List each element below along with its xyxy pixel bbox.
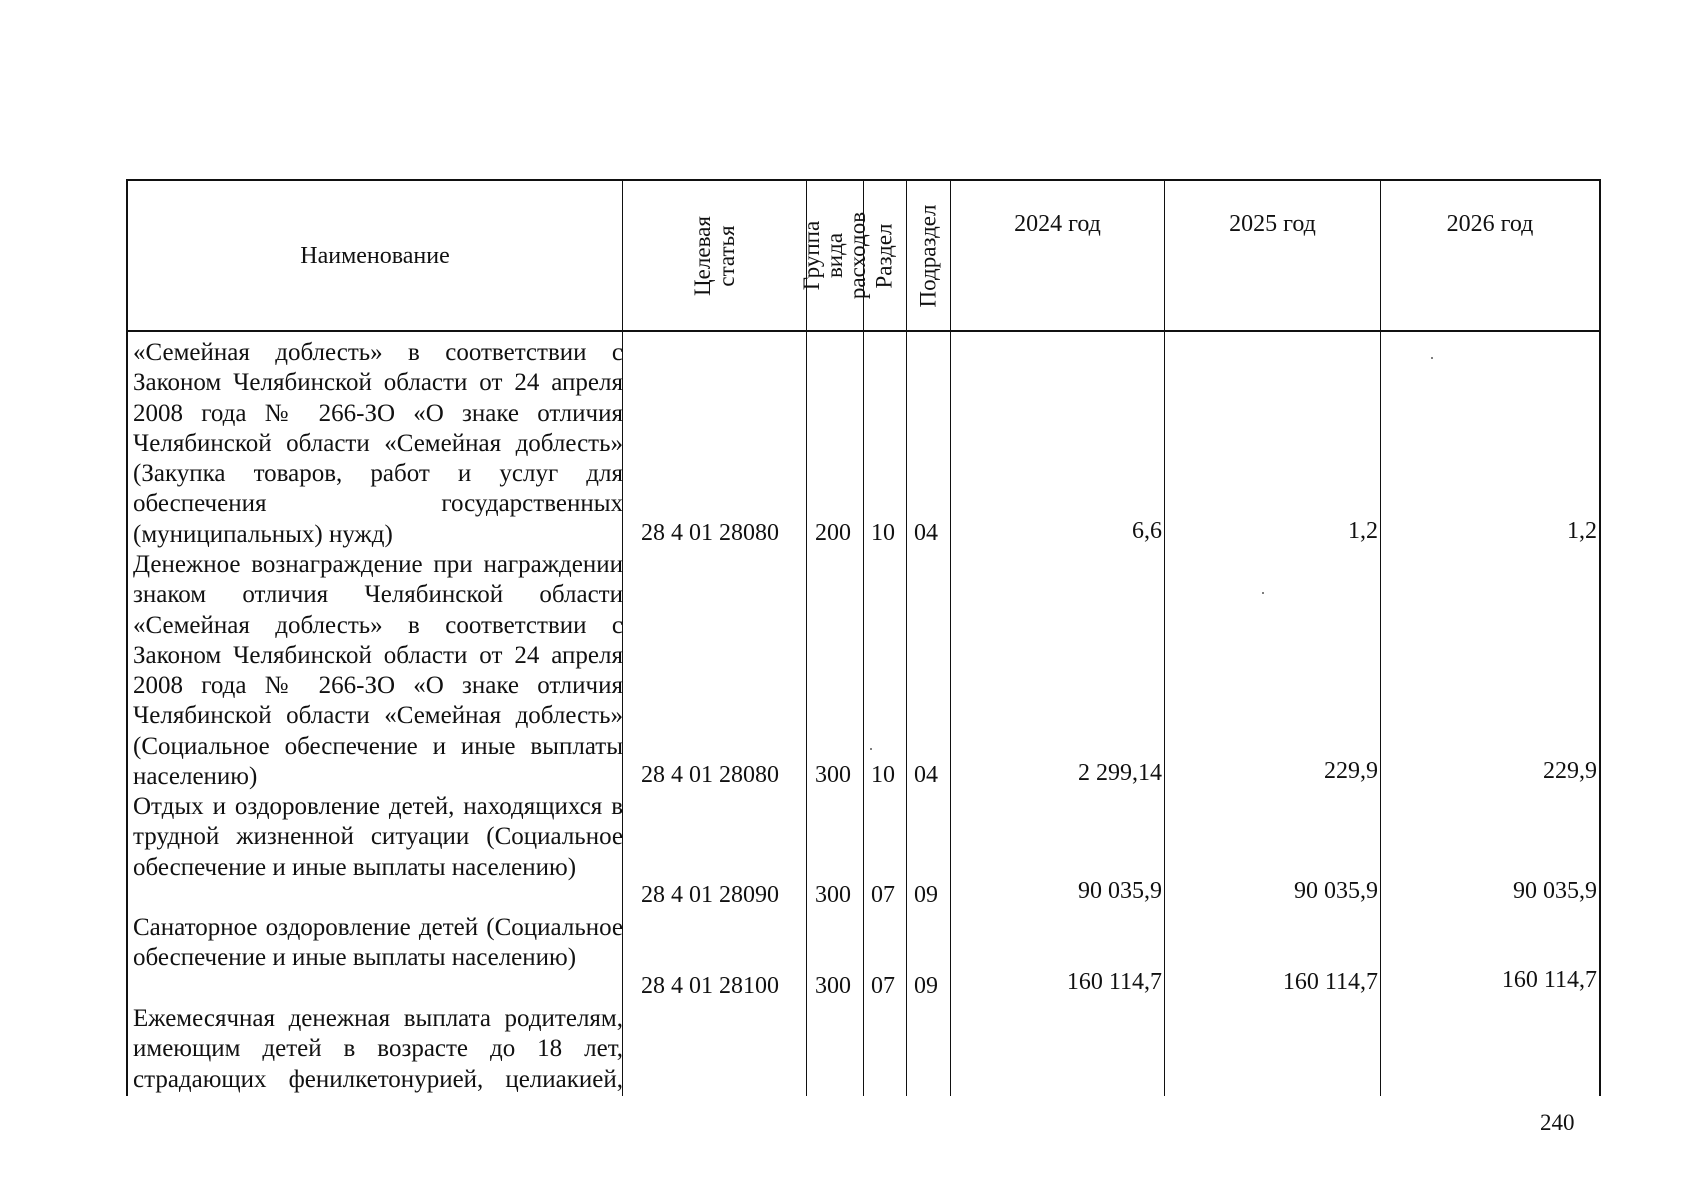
header-name: Наименование bbox=[300, 242, 450, 269]
row-1-name-text: «Семейная доблесть» в соответствии с Законом Челябинской области от 24 апреля 2008 года № 266-ЗО «О знаке отличия Челябинской области «Семейная доблесть» (Закупка товаров, работ и услуг для обеспечения государственных (муниципальных) нужд) bbox=[133, 339, 623, 548]
row-2-2026: 229,9 bbox=[1543, 758, 1597, 784]
row-4-name-text: Санаторное оздоровление детей (Социальное обеспечение и иные выплаты населению) bbox=[133, 914, 623, 972]
row-4-article: 28 4 01 28100 bbox=[641, 973, 779, 999]
row-4-2025: 160 114,7 bbox=[1282, 969, 1378, 995]
row-4-group: 300 bbox=[815, 973, 851, 999]
header-2026: 2026 год bbox=[1446, 211, 1534, 237]
row-3-section: 07 bbox=[871, 882, 895, 908]
row-4-subsection: 09 bbox=[914, 973, 938, 999]
page-number: 240 bbox=[1540, 1110, 1575, 1135]
column-divider bbox=[1380, 181, 1381, 1096]
row-1-2024: 6,6 bbox=[1132, 518, 1162, 544]
row-4-2024: 160 114,7 bbox=[1066, 969, 1162, 995]
row-2-group: 300 bbox=[815, 762, 851, 788]
row-3-article: 28 4 01 28090 bbox=[641, 882, 779, 908]
row-1-2026: 1,2 bbox=[1567, 518, 1597, 544]
row-3-subsection: 09 bbox=[914, 882, 938, 908]
header-group: Группа вида расходов bbox=[799, 211, 871, 300]
row-2-2025: 229,9 bbox=[1324, 758, 1378, 784]
header-2025: 2025 год bbox=[1229, 211, 1316, 237]
row-2-name bbox=[133, 550, 623, 792]
scan-speck bbox=[870, 748, 872, 750]
header-subsection: Подраздел bbox=[915, 204, 941, 307]
header-article: Целевая статья bbox=[689, 215, 739, 296]
row-2-article: 28 4 01 28080 bbox=[641, 762, 779, 788]
row-1-article: 28 4 01 28080 bbox=[641, 520, 779, 546]
row-1-2025: 1,2 bbox=[1348, 518, 1378, 544]
column-divider bbox=[950, 181, 951, 1096]
row-1-section: 10 bbox=[871, 520, 895, 546]
row-2-subsection: 04 bbox=[914, 762, 938, 788]
row-3-group: 300 bbox=[815, 882, 851, 908]
header-2024: 2024 год bbox=[1014, 211, 1101, 237]
scan-speck bbox=[1431, 357, 1433, 359]
row-4-2026: 160 114,7 bbox=[1501, 967, 1597, 993]
header-section: Раздел bbox=[872, 222, 897, 289]
row-3-name-text: Отдых и оздоровление детей, находящихся в трудной жизненной ситуации (Социальное обеспечение и иные выплаты населению) bbox=[133, 793, 623, 881]
row-5-name-text: Ежемесячная денежная выплата родителям, имеющим детей в возрасте до 18 лет, страдающих фенилкетонурией, целиакией, bbox=[133, 1005, 623, 1093]
row-2-section: 10 bbox=[871, 762, 895, 788]
header-article-cell bbox=[623, 181, 806, 330]
header-group-cell bbox=[799, 181, 871, 330]
scan-speck bbox=[1262, 592, 1264, 594]
row-3-2024: 90 035,9 bbox=[1078, 878, 1162, 904]
row-3-2026: 90 035,9 bbox=[1513, 878, 1597, 904]
row-3-2025: 90 035,9 bbox=[1294, 878, 1378, 904]
row-1-group: 200 bbox=[815, 520, 851, 546]
row-1-subsection: 04 bbox=[914, 520, 938, 546]
row-5-name bbox=[133, 1004, 623, 1095]
header-section-cell bbox=[864, 181, 906, 330]
row-4-section: 07 bbox=[871, 973, 895, 999]
row-1-name bbox=[133, 338, 623, 550]
row-3-name bbox=[133, 792, 623, 883]
row-2-2024: 2 299,14 bbox=[1078, 760, 1162, 786]
row-4-name bbox=[133, 913, 623, 974]
column-divider bbox=[1164, 181, 1165, 1096]
header-subsection-cell bbox=[907, 181, 950, 330]
row-2-name-text: Денежное вознаграждение при награждении знаком отличия Челябинской области «Семейная доблесть» в соответствии с Законом Челябинской области от 24 апреля 2008 года № 266-ЗО «О знаке отличия Челябинской области «Семейная доблесть» (Социальное обеспечение и иные выплаты населению) bbox=[133, 551, 623, 791]
